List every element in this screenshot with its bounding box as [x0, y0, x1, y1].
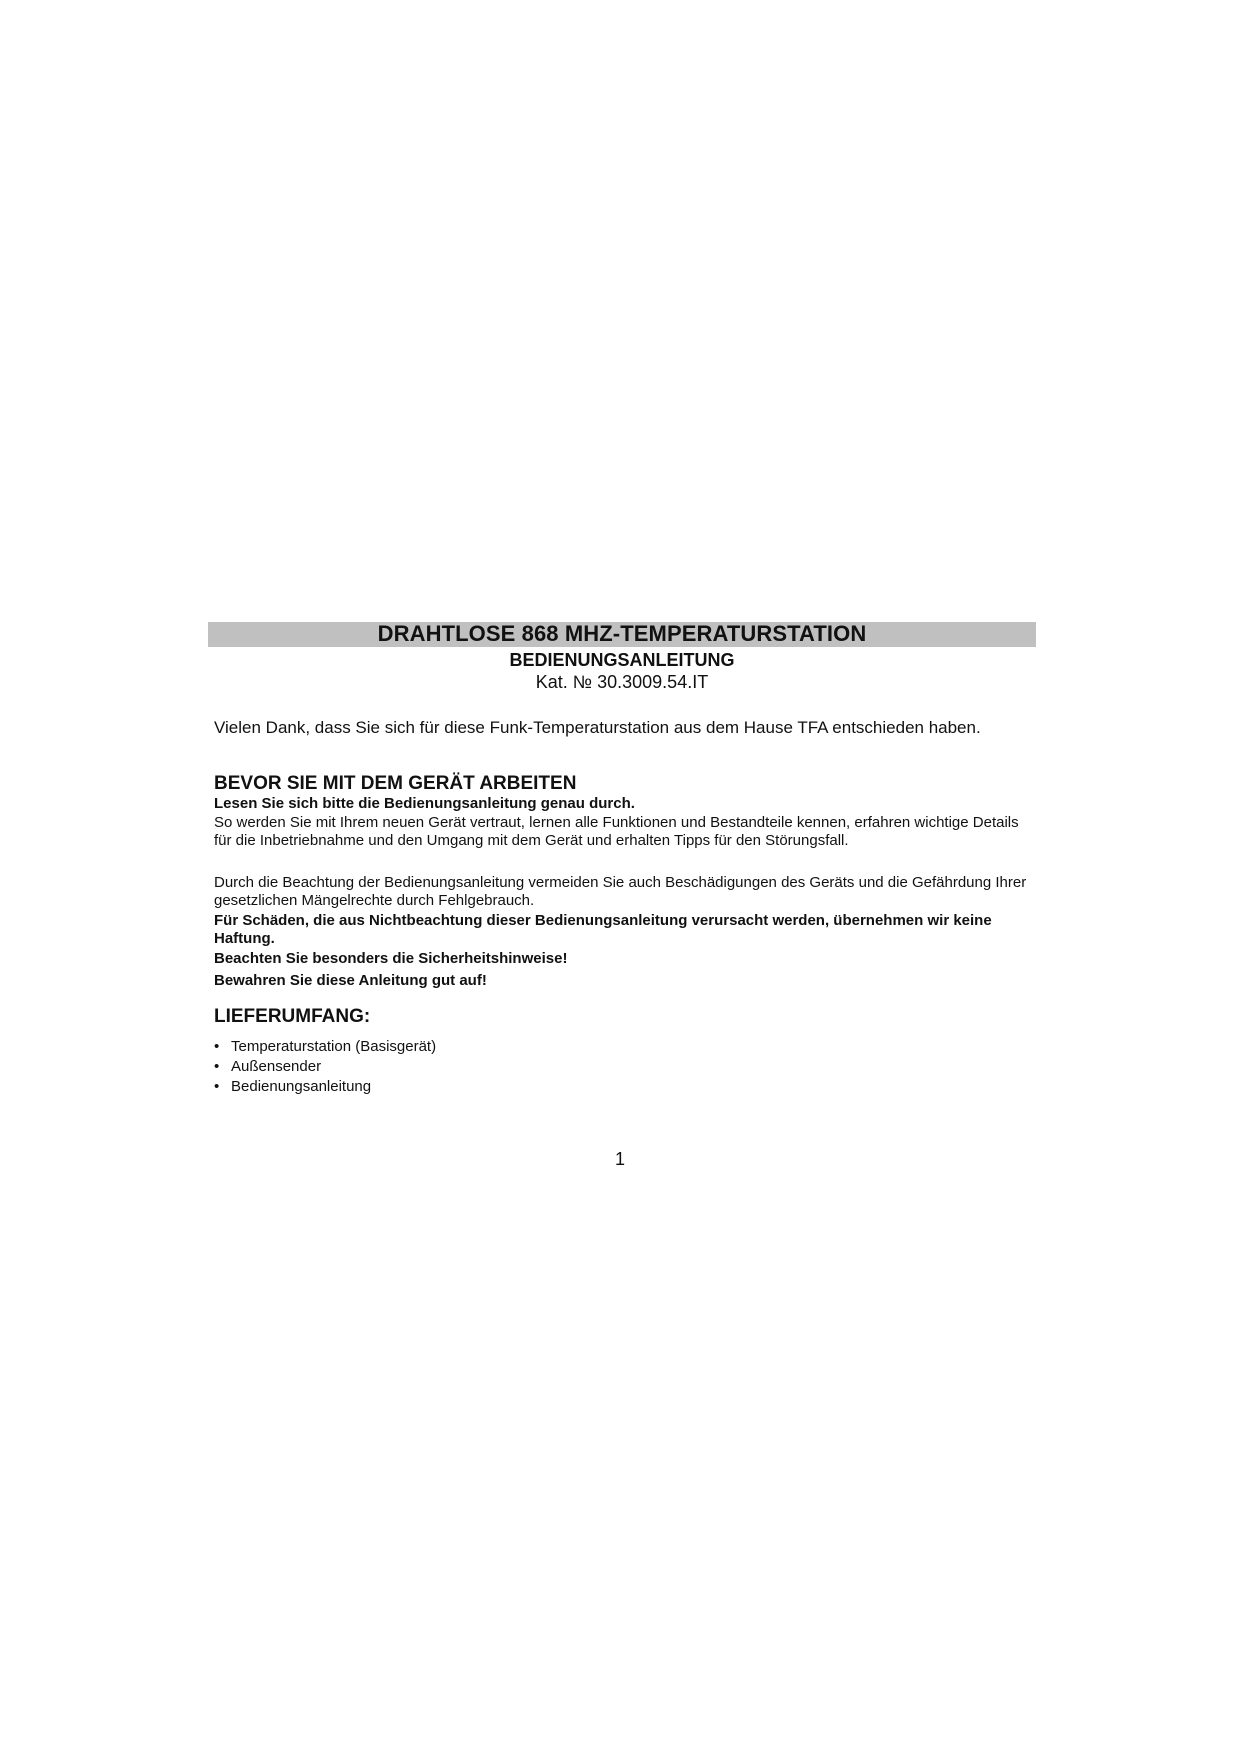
- list-item: • Temperaturstation (Basisgerät): [214, 1037, 814, 1057]
- document-title: DRAHTLOSE 868 MHZ-TEMPERATURSTATION: [377, 621, 867, 646]
- intro-details-paragraph: So werden Sie mit Ihrem neuen Gerät vertraut, lernen alle Funktionen und Bestandteile kennen, erfahren wichtige Details für die Inbetriebnahme und den Umgang mit dem Gerät und erhalten Tipps für den Störungsfall.: [214, 814, 1019, 849]
- section-heading-scope: LIEFERUMFANG:: [214, 1006, 371, 1027]
- document-subtitle: BEDIENUNGSANLEITUNG: [509, 650, 735, 670]
- keep-instructions-notice: Bewahren Sie diese Anleitung gut auf!: [214, 972, 487, 989]
- damage-prevention-paragraph: Durch die Beachtung der Bedienungsanleitung vermeiden Sie auch Beschädigungen des Geräts und die Gefährdung Ihrer gesetzlichen Mängelrechte durch Fehlgebrauch.: [214, 874, 1027, 909]
- scope-list: [214, 1037, 814, 1097]
- safety-notice: Beachten Sie besonders die Sicherheitshinweise!: [214, 950, 568, 967]
- read-notice: Lesen Sie sich bitte die Bedienungsanleitung genau durch.: [214, 795, 635, 812]
- intro-paragraph: Vielen Dank, dass Sie sich für diese Funk-Temperaturstation aus dem Hause TFA entschieden haben.: [214, 718, 981, 737]
- section-heading-before: BEVOR SIE MIT DEM GERÄT ARBEITEN: [214, 773, 577, 794]
- page-number: 1: [614, 1149, 625, 1169]
- list-item: • Bedienungsanleitung: [214, 1077, 814, 1097]
- catalog-number: Kat. № 30.3009.54.IT: [535, 672, 709, 692]
- list-item: • Außensender: [214, 1057, 814, 1077]
- liability-notice: Für Schäden, die aus Nichtbeachtung dieser Bedienungsanleitung verursacht werden, übernehmen wir keine Haftung.: [214, 912, 992, 947]
